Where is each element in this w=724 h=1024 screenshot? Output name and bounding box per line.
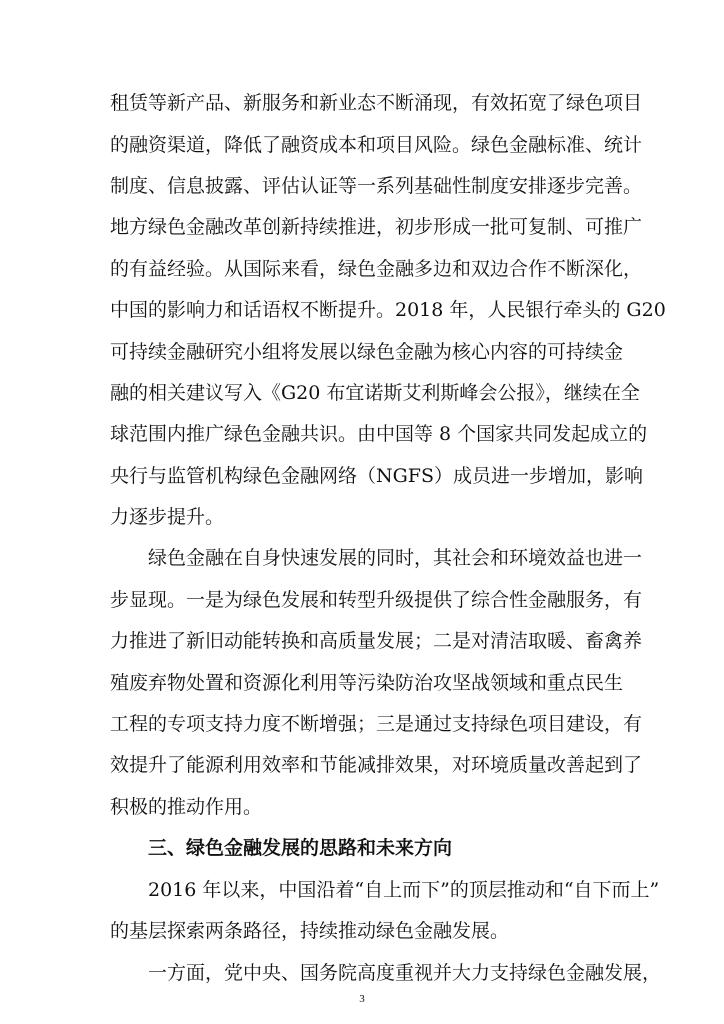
body-text-line: 制度、信息披露、评估认证等一系列基础性制度安排逐步完善。: [110, 175, 643, 197]
body-text-line: 租赁等新产品、新服务和新业态不断涌现，有效拓宽了绿色项目: [110, 92, 643, 114]
body-text-line: 效提升了能源利用效率和节能减排效果，对环境质量改善起到了: [110, 754, 643, 776]
page-number: 3: [359, 993, 365, 1005]
body-text-line: 殖废弃物处置和资源化利用等污染防治攻坚战领域和重点民生: [110, 672, 624, 694]
body-text-line: 中国的影响力和话语权不断提升。2018 年，人民银行牵头的 G20: [110, 299, 666, 321]
body-text-line: 工程的专项支持力度不断增强；三是通过支持绿色项目建设，有: [110, 713, 643, 735]
section-heading: 三、绿色金融发展的思路和未来方向: [148, 837, 453, 859]
body-text-line: 步显现。一是为绿色发展和转型升级提供了综合性金融服务，有: [110, 589, 643, 611]
body-text-line: 力逐步提升。: [110, 506, 225, 528]
body-text-line: 可持续金融研究小组将发展以绿色金融为核心内容的可持续金: [110, 341, 624, 363]
body-text-line: 融的相关建议写入《G20 布宜诺斯艾利斯峰会公报》，继续在全: [110, 382, 640, 404]
body-text-line: 2016 年以来，中国沿着“自上而下”的顶层推动和“自下而上”: [148, 879, 660, 901]
body-text-line: 积极的推动作用。: [110, 796, 263, 818]
body-text-line: 地方绿色金融改革创新持续推进，初步形成一批可复制、可推广: [110, 216, 643, 238]
body-text-line: 力推进了新旧动能转换和高质量发展；二是对清洁取暖、畜禽养: [110, 630, 643, 652]
body-text-line: 的融资渠道，降低了融资成本和项目风险。绿色金融标准、统计: [110, 134, 643, 156]
body-text-line: 央行与监管机构绿色金融网络（NGFS）成员进一步增加，影响: [110, 465, 644, 487]
body-text-line: 的有益经验。从国际来看，绿色金融多边和双边合作不断深化，: [110, 258, 643, 280]
body-text-line: 的基层探索两条路径，持续推动绿色金融发展。: [110, 920, 510, 942]
body-text-line: 球范围内推广绿色金融共识。由中国等 8 个国家共同发起成立的: [110, 423, 648, 445]
body-text-line: 绿色金融在自身快速发展的同时，其社会和环境效益也进一: [148, 547, 643, 569]
body-text-line: 一方面，党中央、国务院高度重视并大力支持绿色金融发展，: [148, 962, 662, 984]
